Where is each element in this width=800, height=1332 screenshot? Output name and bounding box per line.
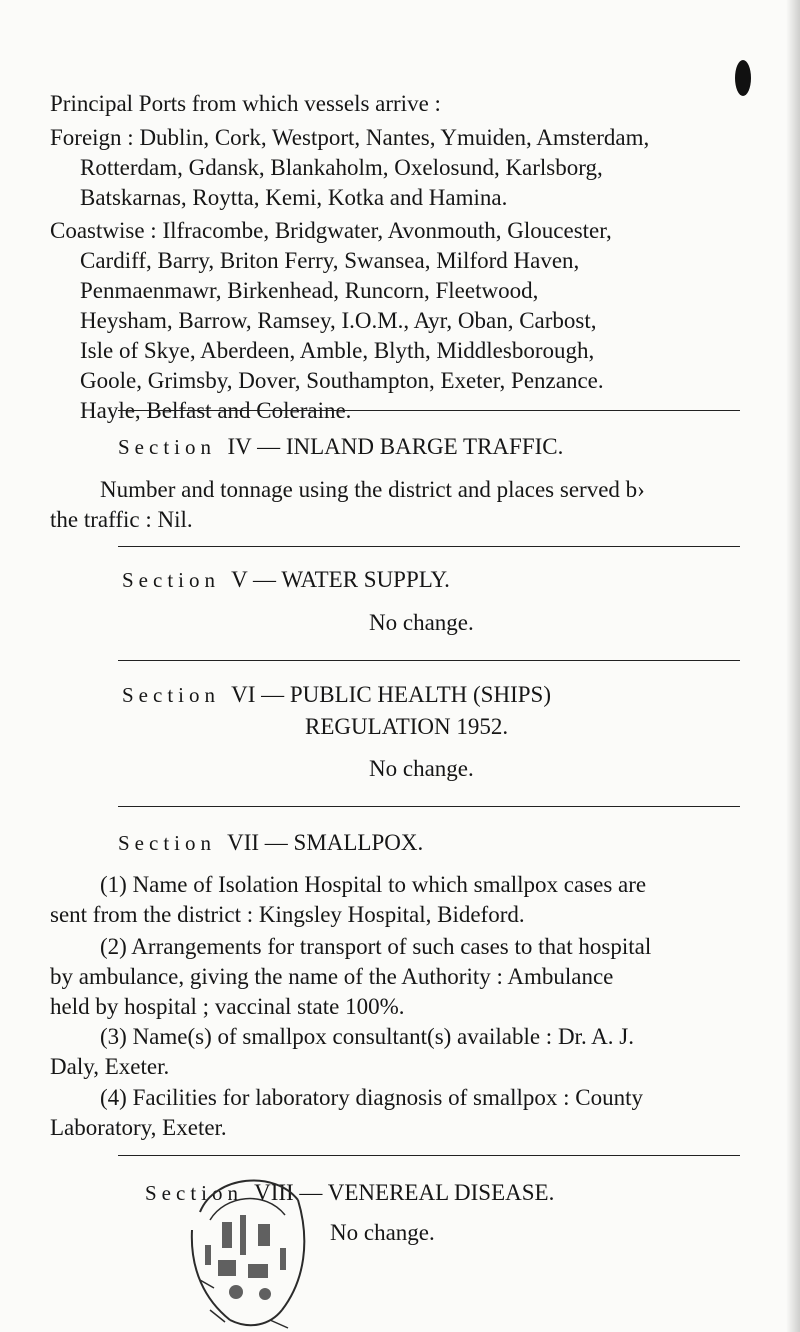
coastwise-line-1: Coastwise : Ilfracombe, Bridgwater, Avonmouth, Gloucester, <box>50 218 612 243</box>
section-title: VI — PUBLIC HEALTH (SHIPS) <box>231 682 551 707</box>
foreign-line-3: Batskarnas, Roytta, Kemi, Kotka and Hamina. <box>80 185 508 210</box>
item-1-line-1: (1) Name of Isolation Hospital to which smallpox cases are <box>100 872 647 897</box>
item-3-line-1: (3) Name(s) of smallpox consultant(s) available : Dr. A. J. <box>100 1024 634 1049</box>
section-iv-heading <box>118 432 563 462</box>
section-vii-heading <box>118 828 423 858</box>
ports-heading: Principal Ports from which vessels arrive : <box>50 91 441 116</box>
section-label: Section <box>122 568 220 592</box>
divider-rule <box>118 1155 740 1156</box>
divider-rule <box>118 410 740 411</box>
section-title: VIII — VENEREAL DISEASE. <box>254 1180 555 1205</box>
section-label: Section <box>122 683 220 707</box>
section-label: Section <box>118 435 216 459</box>
item-2-line-2: by ambulance, giving the name of the Authority : Ambulance <box>50 964 614 989</box>
foreign-line-2: Rotterdam, Gdansk, Blankaholm, Oxelosund, Karlsborg, <box>80 155 603 180</box>
section-label: Section <box>118 831 216 855</box>
section-title: IV — INLAND BARGE TRAFFIC. <box>227 434 564 459</box>
coastwise-line-5: Isle of Skye, Aberdeen, Amble, Blyth, Middlesborough, <box>80 338 595 363</box>
coastwise-line-2: Cardiff, Barry, Briton Ferry, Swansea, Milford Haven, <box>80 248 580 273</box>
divider-rule <box>118 660 740 661</box>
coastwise-line-6: Goole, Grimsby, Dover, Southampton, Exeter, Penzance. <box>80 368 604 393</box>
section-iv-line-1: Number and tonnage using the district and places served b› <box>100 477 645 502</box>
divider-rule <box>118 546 740 547</box>
item-1-line-2: sent from the district : Kingsley Hospital, Bideford. <box>50 902 525 927</box>
divider-rule <box>118 806 740 807</box>
section-v-body: No change. <box>369 610 474 635</box>
coastwise-line-3: Penmaenmawr, Birkenhead, Runcorn, Fleetwood, <box>80 278 539 303</box>
section-iv-line-2: the traffic : Nil. <box>50 507 193 532</box>
item-4-line-2: Laboratory, Exeter. <box>50 1115 227 1140</box>
section-vi-title-line-2: REGULATION 1952. <box>305 714 509 739</box>
coastwise-line-7: Hayle, Belfast and Coleraine. <box>80 398 352 423</box>
section-label: Section <box>145 1181 243 1205</box>
section-v-heading <box>122 565 450 595</box>
section-viii-body: No change. <box>330 1220 435 1245</box>
foreign-line-1: Foreign : Dublin, Cork, Westport, Nantes, Ymuiden, Amsterdam, <box>50 125 650 150</box>
section-title: VII — SMALLPOX. <box>227 830 424 855</box>
item-4-line-1: (4) Facilities for laboratory diagnosis of smallpox : County <box>100 1085 643 1110</box>
section-vi-heading <box>122 680 551 710</box>
library-seal-stamp <box>170 1160 318 1332</box>
item-3-line-2: Daly, Exeter. <box>50 1054 170 1079</box>
section-title: V — WATER SUPPLY. <box>231 567 450 592</box>
page-edge-shadow <box>786 0 800 1332</box>
ink-blot <box>735 60 751 96</box>
coastwise-line-4: Heysham, Barrow, Ramsey, I.O.M., Ayr, Oban, Carbost, <box>80 308 597 333</box>
section-vi-body: No change. <box>369 756 474 781</box>
item-2-line-3: held by hospital ; vaccinal state 100%. <box>50 994 405 1019</box>
item-2-line-1: (2) Arrangements for transport of such cases to that hospital <box>100 934 652 959</box>
